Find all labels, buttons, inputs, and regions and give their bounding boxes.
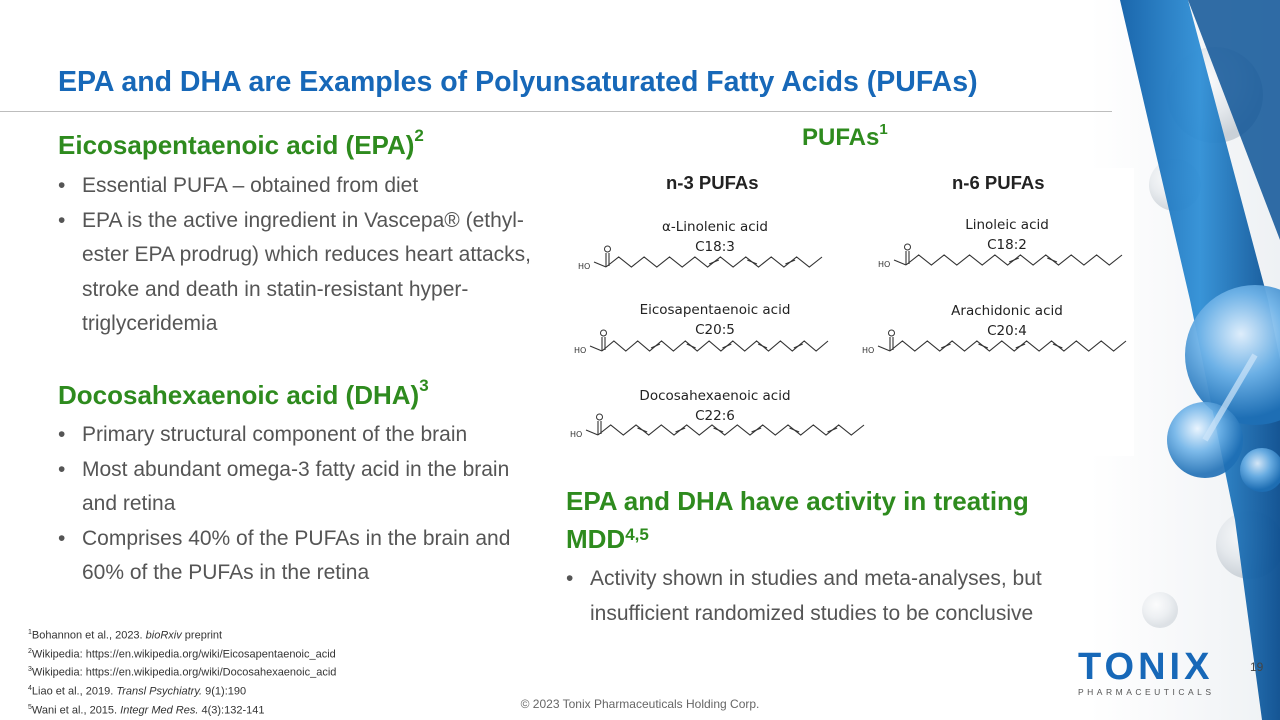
list-item: • Primary structural component of the brain (58, 418, 548, 453)
hydroxyl-label: HO (878, 260, 891, 269)
reference-item (28, 625, 336, 644)
aa-structure-diagram (860, 332, 1130, 362)
double-bond (676, 428, 686, 432)
hydroxyl-bond (594, 262, 606, 267)
epa-bullet-list (58, 169, 548, 342)
epa-structure-diagram (572, 332, 832, 362)
double-bond (828, 428, 838, 432)
double-bond (785, 260, 795, 264)
reference-text: Liao et al., 2019. (31, 685, 117, 698)
double-bond (1047, 258, 1057, 262)
hydroxyl-label: HO (578, 262, 591, 271)
activity-bullet-list (566, 562, 1106, 631)
oxygen-atom (597, 414, 603, 420)
double-bond (714, 428, 724, 432)
aa-formula: C20:4 (987, 323, 1027, 339)
epa-name: Eicosapentaenoic acid (639, 302, 791, 318)
list-item: • Activity shown in studies and meta-analyses, but insufficient randomized studies to be conclusive (566, 562, 1106, 631)
activity-heading-text: EPA and DHA have activity in treating MDD (566, 486, 1029, 554)
la-formula: C18:2 (987, 237, 1027, 253)
hydroxyl-label: HO (574, 346, 587, 355)
hydroxyl-label: HO (570, 430, 583, 439)
hydroxyl-label: HO (862, 346, 875, 355)
n6-column-title: n-6 PUFAs (952, 172, 1045, 193)
reference-number: 2 (28, 647, 32, 655)
ala-name: α-Linolenic acid (662, 219, 768, 235)
activity-heading-ref: 4,5 (625, 525, 649, 544)
logo-wordmark: TONIX (1078, 646, 1214, 688)
oxygen-atom (905, 244, 911, 250)
reference-number: 3 (28, 666, 32, 674)
double-bond (978, 344, 987, 348)
page-number: 19 (1250, 660, 1264, 674)
tonix-logo (1078, 648, 1215, 697)
reference-text: Wani et al., 2015. (31, 704, 121, 717)
oxygen-atom (601, 330, 607, 336)
n3-column-title: n-3 PUFAs (666, 172, 759, 193)
pufas-heading-text: PUFAs (802, 124, 880, 151)
carbon-chain (598, 425, 864, 435)
double-bond (638, 428, 648, 432)
carbon-chain (890, 341, 1126, 351)
copyright-notice: © 2023 Tonix Pharmaceuticals Holding Corp. (520, 697, 760, 711)
reference-tail: preprint (181, 629, 223, 642)
double-bond (941, 344, 950, 348)
list-item: • Comprises 40% of the PUFAs in the brain and 60% of the PUFAs in the retina (58, 522, 548, 591)
reference-tail: 4(3):132-141 (198, 704, 265, 717)
reference-item (28, 662, 336, 681)
slide-title: EPA and DHA are Examples of Polyunsaturated Fatty Acids (PUFAs) (58, 66, 978, 98)
carbon-chain (602, 341, 828, 351)
reference-text: Wikipedia: https://en.wikipedia.org/wiki/Eicosapentaenoic_acid (31, 648, 336, 661)
double-bond (1009, 258, 1019, 262)
hydroxyl-bond (894, 260, 906, 265)
reference-text: Wikipedia: https://en.wikipedia.org/wiki/Docosahexaenoic_acid (31, 666, 337, 679)
epa-formula: C20:5 (695, 322, 735, 338)
dha-bullet-list (58, 418, 548, 591)
list-item: • Essential PUFA – obtained from diet (58, 169, 548, 204)
epa-heading-ref: 2 (414, 126, 424, 145)
double-bond (794, 344, 803, 348)
double-bond (790, 428, 800, 432)
double-bond (709, 260, 719, 264)
hydroxyl-bond (590, 346, 602, 351)
reference-journal: Transl Psychiatry. (116, 685, 203, 698)
pufas-heading-ref: 1 (879, 121, 888, 138)
epa-heading (58, 126, 424, 161)
reference-text: Bohannon et al., 2023. (31, 629, 146, 642)
la-structure-diagram (876, 246, 1126, 276)
reference-item (28, 644, 336, 663)
double-bond (747, 260, 757, 264)
ala-formula: C18:3 (695, 239, 735, 255)
dha-heading (58, 376, 429, 411)
pufa-structures-figure (560, 168, 1134, 456)
epa-heading-text: Eicosapentaenoic acid (EPA) (58, 130, 415, 160)
aa-name: Arachidonic acid (951, 303, 1063, 319)
dha-structure-diagram (568, 416, 868, 446)
hydroxyl-bond (586, 430, 598, 435)
double-bond (651, 344, 660, 348)
double-bond (1053, 344, 1062, 348)
la-name: Linoleic acid (965, 217, 1049, 233)
activity-heading (566, 482, 1106, 558)
pufas-heading (802, 121, 888, 152)
double-bond (1016, 344, 1025, 348)
dha-heading-ref: 3 (419, 376, 429, 395)
double-bond (752, 428, 762, 432)
reference-tail: 9(1):190 (202, 685, 247, 698)
reference-journal: bioRxiv (145, 629, 182, 642)
logo-subtitle: PHARMACEUTICALS (1078, 687, 1215, 697)
reference-number: 4 (28, 684, 32, 692)
dha-heading-text: Docosahexaenoic acid (DHA) (58, 380, 420, 410)
double-bond (722, 344, 731, 348)
double-bond (758, 344, 767, 348)
reference-number: 5 (28, 703, 32, 711)
hydroxyl-bond (878, 346, 890, 351)
title-divider (0, 111, 1112, 112)
ala-structure-diagram (576, 248, 826, 278)
oxygen-atom (605, 246, 611, 252)
dha-formula: C22:6 (695, 408, 735, 424)
reference-journal: Integr Med Res. (120, 704, 199, 717)
oxygen-atom (889, 330, 895, 336)
reference-number: 1 (28, 629, 32, 636)
list-item: • EPA is the active ingredient in Vascepa® (ethyl-ester EPA prodrug) which reduces heart attacks, stroke and death in statin-resistant hyper-triglyceridemia (58, 204, 548, 342)
dha-name: Docosahexaenoic acid (639, 388, 791, 404)
double-bond (687, 344, 696, 348)
list-item: • Most abundant omega-3 fatty acid in the brain and retina (58, 453, 548, 522)
